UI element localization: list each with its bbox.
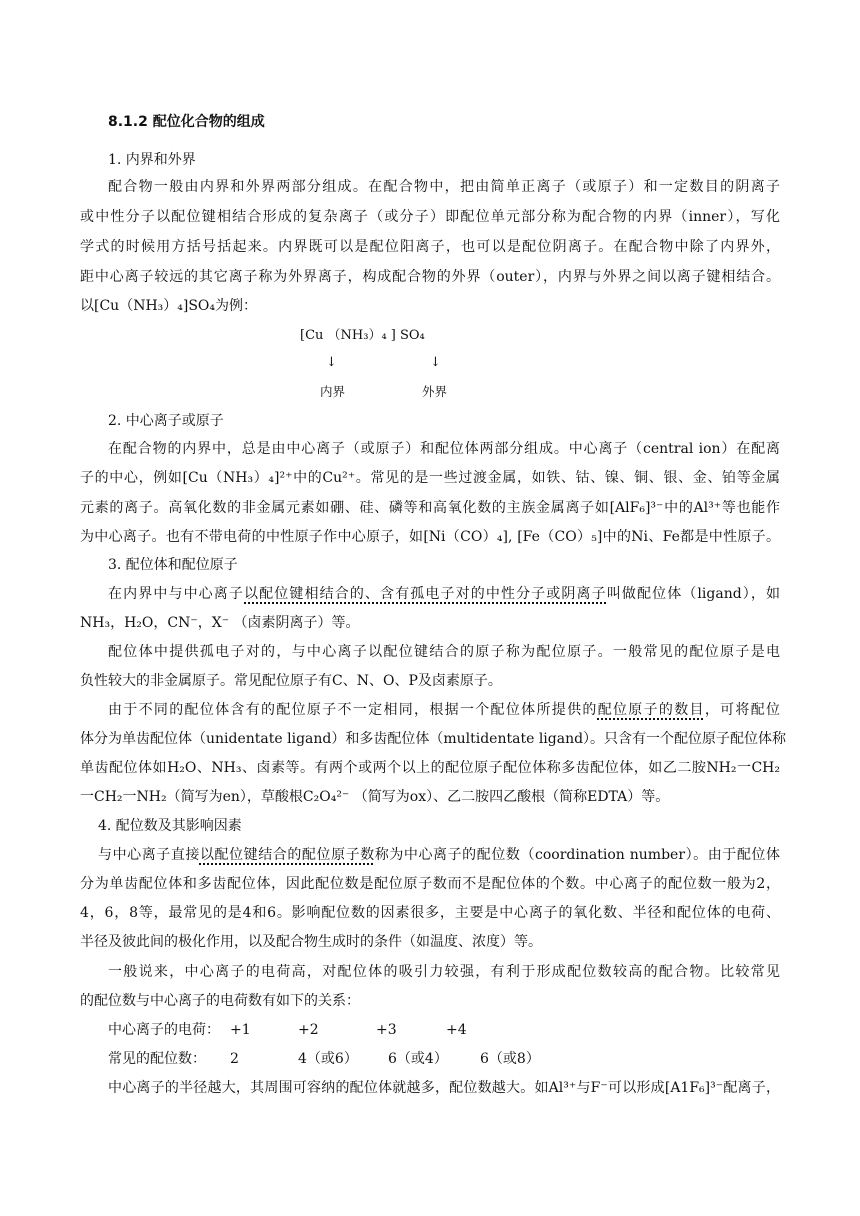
paragraph-line: 4，6，8等，最常见的是4和6。影响配位数的因素很多，主要是中心离子的氧化数、半径和配位体的电荷、 [80, 905, 780, 921]
paragraph-line: NH₃，H₂O，CN⁻，X⁻ （卤素阴离子）等。 [80, 615, 360, 631]
charge-label: 中心离子的电荷： [108, 1022, 220, 1038]
emphasized-text: 以配位键相结合的、含有孤电子对的中性分子或阴离子 [244, 586, 607, 602]
charge-value: +1 [230, 1022, 251, 1038]
paragraph-line: 单齿配位体如H₂O、NH₃、卤素等。有两个或两个以上的配位原子配位体称多齿配位体，如乙二胺NH₂一CH₂ [80, 760, 780, 776]
text-segment: 叫做配位体（ligand），如 [606, 586, 781, 602]
heading-inner-outer: 1. 内界和外界 [108, 152, 196, 168]
heading-central-ion: 2. 中心离子或原子 [108, 413, 224, 429]
paragraph-line [108, 584, 780, 604]
paragraph-line: 分为单齿配位体和多齿配位体，因此配位数是配位原子数而不是配位体的个数。中心离子的配位数一般为2， [80, 876, 780, 892]
paragraph-line: 或中性分子以配位键相结合形成的复杂离子（或分子）即配位单元部分称为配合物的内界（inner），写化 [80, 209, 780, 225]
paragraph-line: 负性较大的非金属原子。常见配位原子有C、N、O、P及卤素原子。 [80, 673, 502, 689]
charge-value: +2 [298, 1022, 319, 1038]
cn-label: 常见的配位数： [108, 1051, 206, 1067]
paragraph-line: 的配位数与中心离子的电荷数有如下的关系： [80, 993, 360, 1009]
paragraph-line [98, 845, 780, 865]
paragraph-line: 子的中心，例如[Cu（NH₃）₄]²⁺中的Cu²⁺。常见的是一些过渡金属，如铁、钴、镍、铜、银、金、铂等金属 [80, 470, 780, 486]
arrow-outer: ↓ [430, 355, 441, 370]
paragraph-line: 元素的离子。高氧化数的非金属元素如硼、硅、磷等和高氧化数的主族金属离子如[AlF₆]³⁻中的Al³⁺等也能作 [80, 500, 780, 516]
paragraph-line: 为中心离子。也有不带电荷的中性原子作中心原子，如[Ni（CO）₄], [Fe（CO）₅]中的Ni、Fe都是中性原子。 [80, 529, 780, 545]
paragraph-line: 学式的时候用方括号括起来。内界既可以是配位阳离子，也可以是配位阴离子。在配合物中除了内界外， [80, 239, 780, 255]
cn-value: 2 [230, 1051, 239, 1067]
charge-value: +3 [376, 1022, 397, 1038]
cn-value: 6（或4） [388, 1051, 448, 1067]
paragraph-line [108, 700, 780, 720]
text-segment: ，可将配位 [704, 702, 781, 718]
cn-value: 4（或6） [298, 1051, 358, 1067]
paragraph-line: 配合物一般由内界和外界两部分组成。在配合物中，把由简单正离子（或原子）和一定数目的阴离子 [108, 179, 780, 195]
arrow-inner: ↓ [326, 355, 337, 370]
paragraph-line: 一般说来，中心离子的电荷高，对配位体的吸引力较强，有利于形成配位数较高的配合物。比较常见 [108, 964, 780, 980]
heading-coordination-number: 4. 配位数及其影响因素 [98, 818, 242, 834]
emphasized-text: 配位原子的数目 [597, 702, 705, 718]
paragraph-line: 一CH₂一NH₂（简写为en），草酸根C₂O₄²⁻ （简写为ox）、乙二胺四乙酸根（简称EDTA）等。 [80, 789, 670, 805]
text-segment: 与中心离子直接 [98, 847, 200, 863]
paragraph-line: 在配合物的内界中，总是由中心离子（或原子）和配位体两部分组成。中心离子（central ion）在配离 [108, 441, 780, 457]
text-segment: 称为中心离子的配位数（coordination number）。由于配位体 [374, 847, 780, 863]
label-inner: 内界 [320, 384, 346, 399]
paragraph-line: 以[Cu（NH₃）₄]SO₄为例： [80, 298, 258, 314]
label-outer: 外界 [422, 384, 448, 399]
section-title: 8.1.2 配位化合物的组成 [108, 114, 265, 130]
text-segment: 在内界中与中心离子 [108, 586, 245, 602]
text-segment: 由于不同的配位体含有的配位原子不一定相同，根据一个配位体所提供的 [108, 702, 598, 718]
paragraph-line: 中心离子的半径越大，其周围可容纳的配位体就越多，配位数越大。如Al³⁺与F⁻可以形成[A1F₆]³⁻配离子， [108, 1080, 780, 1096]
paragraph-line: 配位体中提供孤电子对的，与中心离子以配位键结合的原子称为配位原子。一般常见的配位原子是电 [108, 644, 780, 660]
emphasized-text: 以配位键结合的配位原子数 [199, 847, 375, 863]
heading-ligand: 3. 配位体和配位原子 [108, 557, 238, 573]
cn-value: 6（或8） [480, 1051, 540, 1067]
formula: [Cu （NH₃）₄ ] SO₄ [300, 328, 425, 343]
charge-value: +4 [446, 1022, 467, 1038]
paragraph-line: 体分为单齿配位体（unidentate ligand）和多齿配位体（multidentate ligand）。只含有一个配位原子配位体称 [80, 731, 787, 747]
paragraph-line: 半径及彼此间的极化作用，以及配合物生成时的条件（如温度、浓度）等。 [80, 934, 542, 950]
paragraph-line: 距中心离子较远的其它离子称为外界离子，构成配合物的外界（outer），内界与外界之间以离子键相结合。 [80, 269, 780, 285]
